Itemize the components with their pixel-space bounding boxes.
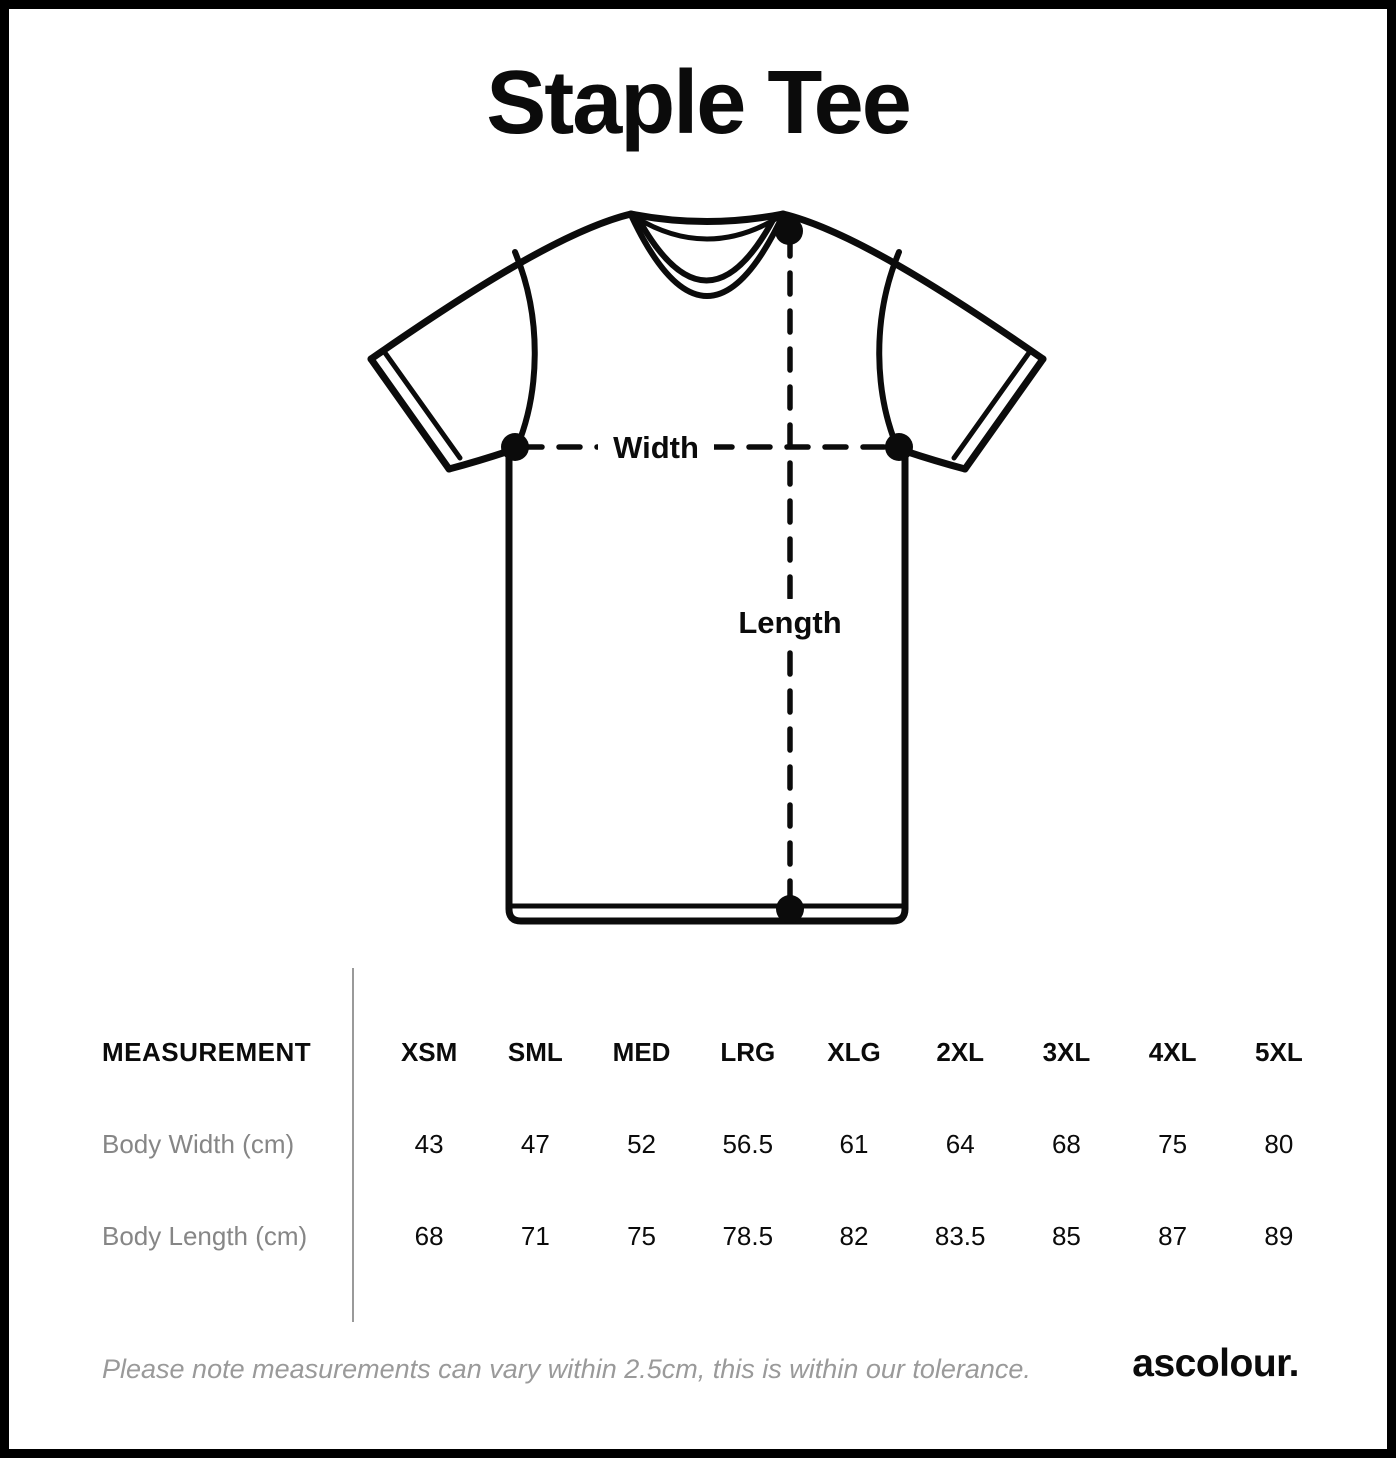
tee-right-shoulder — [783, 214, 1043, 359]
table-cell: 61 — [839, 1129, 869, 1159]
brand-logo: ascolour. — [1132, 1342, 1299, 1385]
body-length-cells — [376, 1220, 1332, 1252]
tee-body-outline — [509, 451, 905, 921]
tee-right-cuff-seam — [954, 350, 1031, 458]
body-width-cells — [376, 1128, 1332, 1160]
tolerance-note: Please note measurements can vary within 2.5cm, this is within our tolerance. — [102, 1354, 1031, 1384]
width-label: Width — [613, 430, 699, 465]
table-cell: 43 — [414, 1129, 444, 1159]
table-cell: 71 — [520, 1221, 550, 1251]
table-cell: 47 — [520, 1129, 550, 1159]
table-cell: 56.5 — [722, 1129, 774, 1159]
page-title: Staple Tee — [486, 53, 910, 153]
size-header-3xl: 3XL — [1042, 1037, 1091, 1067]
table-cell: 78.5 — [722, 1221, 774, 1251]
table-cell: 83.5 — [934, 1221, 986, 1251]
table-cell: 75 — [1158, 1129, 1188, 1159]
measure-dot-right-underarm — [885, 433, 913, 461]
tee-left-cuff — [371, 359, 449, 469]
size-header-xlg: XLG — [827, 1037, 881, 1067]
tee-right-cuff — [965, 359, 1043, 469]
table-cell: 85 — [1051, 1221, 1081, 1251]
tee-collar-top-edge — [631, 214, 783, 222]
table-cell: 68 — [414, 1221, 444, 1251]
measurement-header: MEASUREMENT — [102, 1037, 312, 1067]
tee-right-armhole-seam — [879, 252, 899, 447]
row-label-body-width: Body Width (cm) — [102, 1129, 295, 1159]
size-header-lrg: LRG — [720, 1037, 776, 1067]
table-cell: 80 — [1264, 1129, 1294, 1159]
tee-left-shoulder — [371, 214, 631, 359]
table-cell: 68 — [1051, 1129, 1081, 1159]
tshirt-diagram — [343, 199, 1071, 939]
size-header-sml: SML — [507, 1037, 563, 1067]
table-cell: 52 — [627, 1129, 656, 1159]
size-header-med: MED — [612, 1037, 671, 1067]
tee-left-armhole-seam — [515, 252, 535, 447]
table-cell: 75 — [627, 1221, 656, 1251]
table-cell: 89 — [1264, 1221, 1294, 1251]
body-length-row — [9, 1220, 1387, 1252]
size-header-xsm: XSM — [400, 1037, 458, 1067]
measure-dot-left-underarm — [501, 433, 529, 461]
table-cell: 87 — [1158, 1221, 1188, 1251]
table-cell: 64 — [945, 1129, 975, 1159]
tee-left-cuff-seam — [383, 350, 460, 458]
size-header-2xl: 2XL — [936, 1037, 985, 1067]
length-label: Length — [738, 605, 842, 640]
body-width-row — [9, 1128, 1387, 1160]
size-header-5xl: 5XL — [1255, 1037, 1303, 1067]
size-header-cells — [376, 1036, 1332, 1068]
measure-dot-shoulder — [775, 217, 803, 245]
measure-dot-hem — [776, 895, 804, 923]
size-header-4xl: 4XL — [1148, 1037, 1197, 1067]
table-header-row — [9, 1036, 1387, 1068]
row-label-body-length: Body Length (cm) — [102, 1221, 308, 1251]
table-cell: 82 — [839, 1221, 869, 1251]
